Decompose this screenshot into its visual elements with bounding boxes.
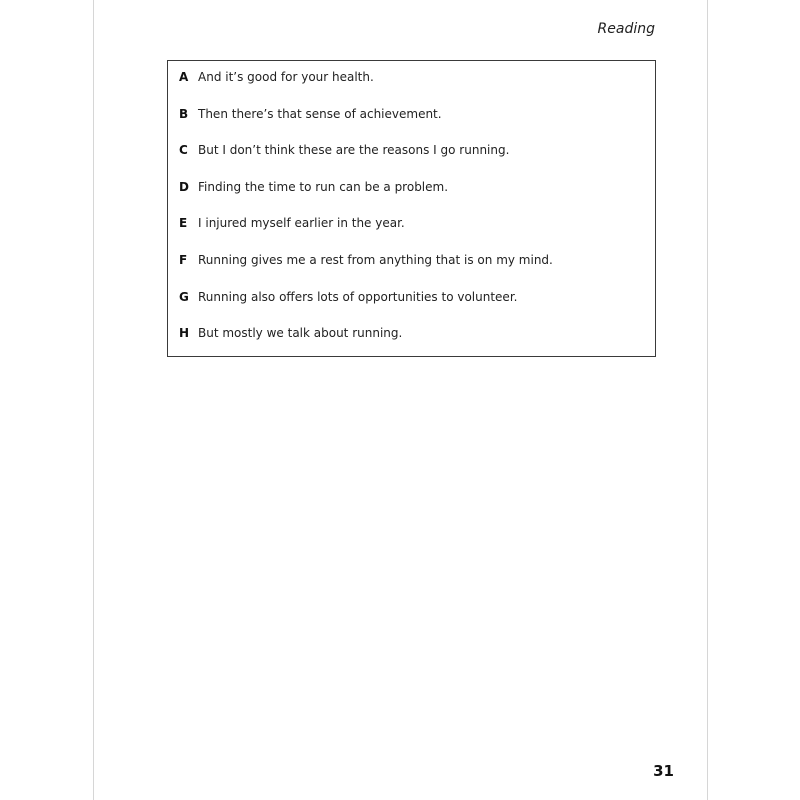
option-letter: G <box>179 290 189 304</box>
option-c <box>179 140 509 160</box>
option-text: Running gives me a rest from anything that is on my mind. <box>198 253 553 267</box>
document-page <box>93 0 708 800</box>
option-letter: A <box>179 70 189 84</box>
option-text: Finding the time to run can be a problem. <box>198 180 449 194</box>
section-header: Reading <box>597 21 655 37</box>
option-text: I injured myself earlier in the year. <box>198 216 405 230</box>
option-text: But mostly we talk about running. <box>198 326 403 340</box>
option-letter: F <box>179 253 188 267</box>
option-letter: B <box>179 107 189 121</box>
option-text: But I don’t think these are the reasons I go running. <box>198 143 510 157</box>
sentence-options-box <box>167 60 656 357</box>
option-f <box>179 250 553 270</box>
option-h <box>179 323 402 343</box>
option-e <box>179 213 405 233</box>
option-d <box>179 177 448 197</box>
page-number: 31 <box>653 762 674 780</box>
option-letter: D <box>179 180 189 194</box>
option-a <box>179 67 374 87</box>
option-text: And it’s good for your health. <box>198 70 374 84</box>
option-letter: H <box>179 326 190 340</box>
option-b <box>179 104 442 124</box>
option-text: Running also offers lots of opportunities to volunteer. <box>198 290 518 304</box>
option-text: Then there’s that sense of achievement. <box>198 107 442 121</box>
option-letter: E <box>179 216 188 230</box>
option-letter: C <box>179 143 188 157</box>
option-g <box>179 287 517 307</box>
